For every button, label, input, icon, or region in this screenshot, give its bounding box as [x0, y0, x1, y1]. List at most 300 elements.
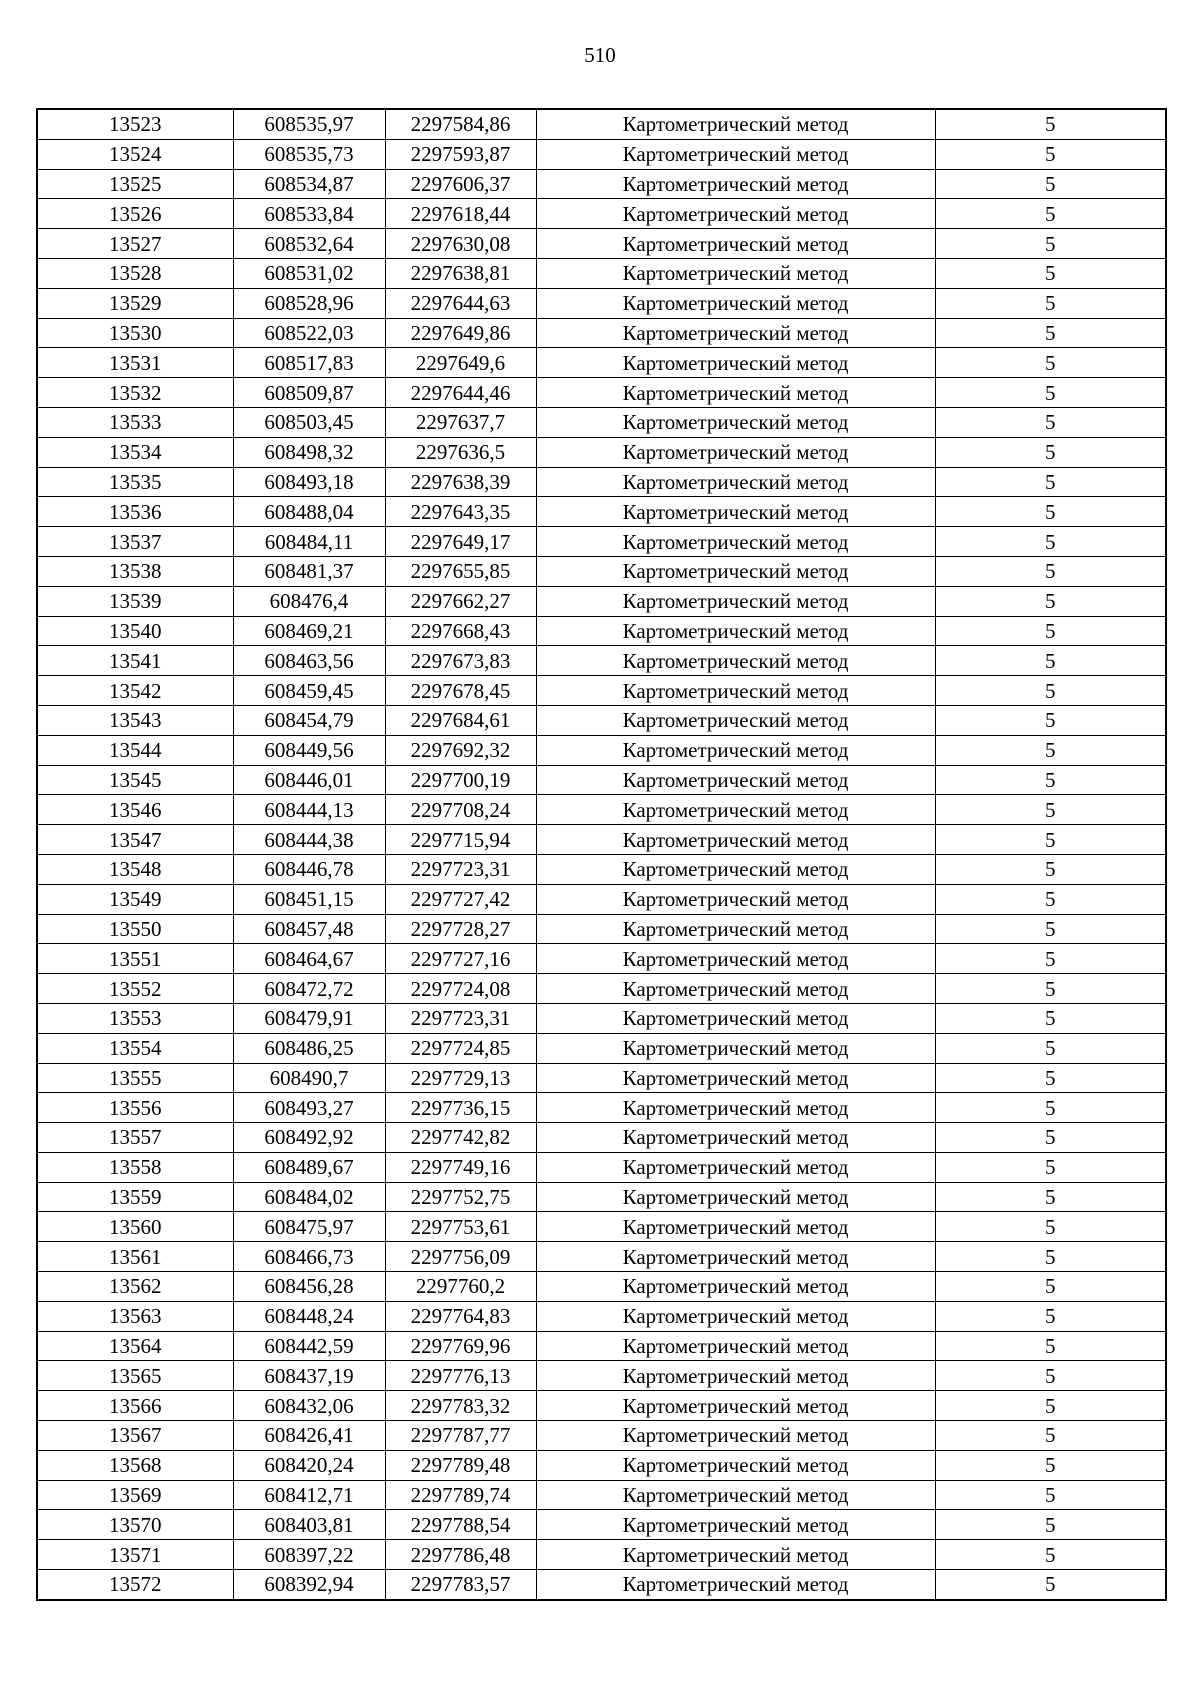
point-number-cell: 13552: [37, 974, 233, 1004]
table-row: [37, 1272, 1166, 1302]
accuracy-cell: 5: [935, 1540, 1166, 1570]
accuracy-cell: 5: [935, 199, 1166, 229]
x-coordinate-cell: 608533,84: [233, 199, 385, 229]
x-coordinate-cell: 608492,92: [233, 1123, 385, 1153]
point-number-cell: 13532: [37, 378, 233, 408]
x-coordinate-cell: 608493,18: [233, 467, 385, 497]
accuracy-cell: 5: [935, 616, 1166, 646]
accuracy-cell: 5: [935, 676, 1166, 706]
method-cell: Картометрический метод: [536, 646, 935, 676]
table-row: [37, 1093, 1166, 1123]
table-row: [37, 646, 1166, 676]
y-coordinate-cell: 2297776,13: [385, 1361, 536, 1391]
x-coordinate-cell: 608466,73: [233, 1242, 385, 1272]
y-coordinate-cell: 2297727,16: [385, 944, 536, 974]
accuracy-cell: 5: [935, 229, 1166, 259]
method-cell: Картометрический метод: [536, 765, 935, 795]
y-coordinate-cell: 2297684,61: [385, 705, 536, 735]
table-row: [37, 765, 1166, 795]
y-coordinate-cell: 2297749,16: [385, 1152, 536, 1182]
x-coordinate-cell: 608392,94: [233, 1570, 385, 1600]
y-coordinate-cell: 2297630,08: [385, 229, 536, 259]
table-row: [37, 169, 1166, 199]
y-coordinate-cell: 2297649,17: [385, 527, 536, 557]
point-number-cell: 13551: [37, 944, 233, 974]
method-cell: Картометрический метод: [536, 109, 935, 139]
point-number-cell: 13524: [37, 139, 233, 169]
method-cell: Картометрический метод: [536, 556, 935, 586]
accuracy-cell: 5: [935, 1301, 1166, 1331]
accuracy-cell: 5: [935, 288, 1166, 318]
accuracy-cell: 5: [935, 825, 1166, 855]
y-coordinate-cell: 2297788,54: [385, 1510, 536, 1540]
method-cell: Картометрический метод: [536, 1063, 935, 1093]
point-number-cell: 13546: [37, 795, 233, 825]
accuracy-cell: 5: [935, 1063, 1166, 1093]
accuracy-cell: 5: [935, 1152, 1166, 1182]
y-coordinate-cell: 2297724,08: [385, 974, 536, 1004]
table-row: [37, 586, 1166, 616]
table-row: [37, 139, 1166, 169]
point-number-cell: 13558: [37, 1152, 233, 1182]
method-cell: Картометрический метод: [536, 1450, 935, 1480]
x-coordinate-cell: 608442,59: [233, 1331, 385, 1361]
method-cell: Картометрический метод: [536, 1152, 935, 1182]
table-row: [37, 1242, 1166, 1272]
x-coordinate-cell: 608509,87: [233, 378, 385, 408]
y-coordinate-cell: 2297678,45: [385, 676, 536, 706]
point-number-cell: 13569: [37, 1480, 233, 1510]
x-coordinate-cell: 608457,48: [233, 914, 385, 944]
y-coordinate-cell: 2297638,39: [385, 467, 536, 497]
x-coordinate-cell: 608476,4: [233, 586, 385, 616]
method-cell: Картометрический метод: [536, 467, 935, 497]
point-number-cell: 13535: [37, 467, 233, 497]
x-coordinate-cell: 608532,64: [233, 229, 385, 259]
method-cell: Картометрический метод: [536, 1540, 935, 1570]
point-number-cell: 13528: [37, 258, 233, 288]
table-row: [37, 1033, 1166, 1063]
method-cell: Картометрический метод: [536, 407, 935, 437]
table-row: [37, 1450, 1166, 1480]
table-row: [37, 1510, 1166, 1540]
method-cell: Картометрический метод: [536, 1242, 935, 1272]
table-row: [37, 616, 1166, 646]
method-cell: Картометрический метод: [536, 854, 935, 884]
y-coordinate-cell: 2297662,27: [385, 586, 536, 616]
point-number-cell: 13564: [37, 1331, 233, 1361]
method-cell: Картометрический метод: [536, 974, 935, 1004]
point-number-cell: 13563: [37, 1301, 233, 1331]
point-number-cell: 13557: [37, 1123, 233, 1153]
accuracy-cell: 5: [935, 914, 1166, 944]
y-coordinate-cell: 2297760,2: [385, 1272, 536, 1302]
table-row: [37, 229, 1166, 259]
table-row: [37, 407, 1166, 437]
point-number-cell: 13541: [37, 646, 233, 676]
method-cell: Картометрический метод: [536, 676, 935, 706]
x-coordinate-cell: 608489,67: [233, 1152, 385, 1182]
point-number-cell: 13537: [37, 527, 233, 557]
y-coordinate-cell: 2297727,42: [385, 884, 536, 914]
y-coordinate-cell: 2297764,83: [385, 1301, 536, 1331]
y-coordinate-cell: 2297724,85: [385, 1033, 536, 1063]
method-cell: Картометрический метод: [536, 1301, 935, 1331]
method-cell: Картометрический метод: [536, 1480, 935, 1510]
x-coordinate-cell: 608490,7: [233, 1063, 385, 1093]
y-coordinate-cell: 2297769,96: [385, 1331, 536, 1361]
x-coordinate-cell: 608475,97: [233, 1212, 385, 1242]
accuracy-cell: 5: [935, 109, 1166, 139]
method-cell: Картометрический метод: [536, 586, 935, 616]
accuracy-cell: 5: [935, 437, 1166, 467]
accuracy-cell: 5: [935, 407, 1166, 437]
table-row: [37, 497, 1166, 527]
table-row: [37, 676, 1166, 706]
accuracy-cell: 5: [935, 1361, 1166, 1391]
point-number-cell: 13561: [37, 1242, 233, 1272]
method-cell: Картометрический метод: [536, 199, 935, 229]
point-number-cell: 13533: [37, 407, 233, 437]
x-coordinate-cell: 608397,22: [233, 1540, 385, 1570]
y-coordinate-cell: 2297789,74: [385, 1480, 536, 1510]
x-coordinate-cell: 608531,02: [233, 258, 385, 288]
table-row: [37, 318, 1166, 348]
accuracy-cell: 5: [935, 1003, 1166, 1033]
y-coordinate-cell: 2297637,7: [385, 407, 536, 437]
method-cell: Картометрический метод: [536, 1093, 935, 1123]
point-number-cell: 13549: [37, 884, 233, 914]
method-cell: Картометрический метод: [536, 884, 935, 914]
x-coordinate-cell: 608459,45: [233, 676, 385, 706]
table-row: [37, 914, 1166, 944]
accuracy-cell: 5: [935, 258, 1166, 288]
accuracy-cell: 5: [935, 556, 1166, 586]
method-cell: Картометрический метод: [536, 914, 935, 944]
point-number-cell: 13548: [37, 854, 233, 884]
y-coordinate-cell: 2297644,46: [385, 378, 536, 408]
method-cell: Картометрический метод: [536, 616, 935, 646]
table-row: [37, 258, 1166, 288]
method-cell: Картометрический метод: [536, 1570, 935, 1600]
table-row: [37, 1301, 1166, 1331]
table-row: [37, 884, 1166, 914]
y-coordinate-cell: 2297649,6: [385, 348, 536, 378]
table-row: [37, 1003, 1166, 1033]
method-cell: Картометрический метод: [536, 1272, 935, 1302]
table-row: [37, 1212, 1166, 1242]
point-number-cell: 13547: [37, 825, 233, 855]
x-coordinate-cell: 608444,13: [233, 795, 385, 825]
x-coordinate-cell: 608535,73: [233, 139, 385, 169]
table-row: [37, 527, 1166, 557]
accuracy-cell: 5: [935, 1093, 1166, 1123]
y-coordinate-cell: 2297753,61: [385, 1212, 536, 1242]
table-row: [37, 378, 1166, 408]
accuracy-cell: 5: [935, 705, 1166, 735]
x-coordinate-cell: 608403,81: [233, 1510, 385, 1540]
y-coordinate-cell: 2297756,09: [385, 1242, 536, 1272]
y-coordinate-cell: 2297643,35: [385, 497, 536, 527]
point-number-cell: 13556: [37, 1093, 233, 1123]
method-cell: Картометрический метод: [536, 527, 935, 557]
accuracy-cell: 5: [935, 1272, 1166, 1302]
y-coordinate-cell: 2297783,32: [385, 1391, 536, 1421]
table-row: [37, 1063, 1166, 1093]
point-number-cell: 13527: [37, 229, 233, 259]
x-coordinate-cell: 608498,32: [233, 437, 385, 467]
table-row: [37, 1480, 1166, 1510]
accuracy-cell: 5: [935, 1123, 1166, 1153]
accuracy-cell: 5: [935, 586, 1166, 616]
point-number-cell: 13572: [37, 1570, 233, 1600]
y-coordinate-cell: 2297673,83: [385, 646, 536, 676]
x-coordinate-cell: 608456,28: [233, 1272, 385, 1302]
point-number-cell: 13526: [37, 199, 233, 229]
point-number-cell: 13543: [37, 705, 233, 735]
y-coordinate-cell: 2297723,31: [385, 854, 536, 884]
point-number-cell: 13562: [37, 1272, 233, 1302]
x-coordinate-cell: 608484,02: [233, 1182, 385, 1212]
method-cell: Картометрический метод: [536, 1182, 935, 1212]
y-coordinate-cell: 2297700,19: [385, 765, 536, 795]
point-number-cell: 13529: [37, 288, 233, 318]
table-row: [37, 1123, 1166, 1153]
point-number-cell: 13553: [37, 1003, 233, 1033]
point-number-cell: 13540: [37, 616, 233, 646]
page-number: 510: [584, 43, 616, 67]
method-cell: Картометрический метод: [536, 139, 935, 169]
accuracy-cell: 5: [935, 1450, 1166, 1480]
table-row: [37, 1391, 1166, 1421]
accuracy-cell: 5: [935, 169, 1166, 199]
point-number-cell: 13525: [37, 169, 233, 199]
accuracy-cell: 5: [935, 854, 1166, 884]
point-number-cell: 13555: [37, 1063, 233, 1093]
y-coordinate-cell: 2297789,48: [385, 1450, 536, 1480]
accuracy-cell: 5: [935, 467, 1166, 497]
method-cell: Картометрический метод: [536, 318, 935, 348]
y-coordinate-cell: 2297728,27: [385, 914, 536, 944]
method-cell: Картометрический метод: [536, 1212, 935, 1242]
accuracy-cell: 5: [935, 1242, 1166, 1272]
accuracy-cell: 5: [935, 795, 1166, 825]
x-coordinate-cell: 608488,04: [233, 497, 385, 527]
table-row: [37, 109, 1166, 139]
x-coordinate-cell: 608426,41: [233, 1421, 385, 1451]
x-coordinate-cell: 608472,72: [233, 974, 385, 1004]
method-cell: Картометрический метод: [536, 1033, 935, 1063]
point-number-cell: 13530: [37, 318, 233, 348]
accuracy-cell: 5: [935, 1391, 1166, 1421]
x-coordinate-cell: 608446,01: [233, 765, 385, 795]
method-cell: Картометрический метод: [536, 348, 935, 378]
point-number-cell: 13550: [37, 914, 233, 944]
point-number-cell: 13567: [37, 1421, 233, 1451]
x-coordinate-cell: 608479,91: [233, 1003, 385, 1033]
x-coordinate-cell: 608451,15: [233, 884, 385, 914]
point-number-cell: 13538: [37, 556, 233, 586]
x-coordinate-cell: 608522,03: [233, 318, 385, 348]
coordinates-table: [36, 108, 1167, 1601]
accuracy-cell: 5: [935, 318, 1166, 348]
x-coordinate-cell: 608420,24: [233, 1450, 385, 1480]
method-cell: Картометрический метод: [536, 378, 935, 408]
accuracy-cell: 5: [935, 1212, 1166, 1242]
y-coordinate-cell: 2297655,85: [385, 556, 536, 586]
point-number-cell: 13566: [37, 1391, 233, 1421]
method-cell: Картометрический метод: [536, 1123, 935, 1153]
method-cell: Картометрический метод: [536, 437, 935, 467]
method-cell: Картометрический метод: [536, 1003, 935, 1033]
point-number-cell: 13545: [37, 765, 233, 795]
table-row: [37, 1182, 1166, 1212]
x-coordinate-cell: 608535,97: [233, 109, 385, 139]
table-row: [37, 1570, 1166, 1600]
table-row: [37, 974, 1166, 1004]
point-number-cell: 13536: [37, 497, 233, 527]
accuracy-cell: 5: [935, 378, 1166, 408]
y-coordinate-cell: 2297584,86: [385, 109, 536, 139]
x-coordinate-cell: 608493,27: [233, 1093, 385, 1123]
x-coordinate-cell: 608448,24: [233, 1301, 385, 1331]
accuracy-cell: 5: [935, 735, 1166, 765]
y-coordinate-cell: 2297786,48: [385, 1540, 536, 1570]
method-cell: Картометрический метод: [536, 1421, 935, 1451]
point-number-cell: 13531: [37, 348, 233, 378]
y-coordinate-cell: 2297644,63: [385, 288, 536, 318]
method-cell: Картометрический метод: [536, 497, 935, 527]
x-coordinate-cell: 608446,78: [233, 854, 385, 884]
point-number-cell: 13534: [37, 437, 233, 467]
y-coordinate-cell: 2297723,31: [385, 1003, 536, 1033]
accuracy-cell: 5: [935, 139, 1166, 169]
x-coordinate-cell: 608437,19: [233, 1361, 385, 1391]
table-row: [37, 556, 1166, 586]
x-coordinate-cell: 608503,45: [233, 407, 385, 437]
x-coordinate-cell: 608534,87: [233, 169, 385, 199]
point-number-cell: 13570: [37, 1510, 233, 1540]
method-cell: Картометрический метод: [536, 735, 935, 765]
y-coordinate-cell: 2297668,43: [385, 616, 536, 646]
x-coordinate-cell: 608481,37: [233, 556, 385, 586]
table-row: [37, 795, 1166, 825]
point-number-cell: 13554: [37, 1033, 233, 1063]
table-row: [37, 944, 1166, 974]
accuracy-cell: 5: [935, 1421, 1166, 1451]
point-number-cell: 13560: [37, 1212, 233, 1242]
table-row: [37, 1540, 1166, 1570]
y-coordinate-cell: 2297736,15: [385, 1093, 536, 1123]
table-row: [37, 288, 1166, 318]
accuracy-cell: 5: [935, 1480, 1166, 1510]
y-coordinate-cell: 2297606,37: [385, 169, 536, 199]
method-cell: Картометрический метод: [536, 944, 935, 974]
accuracy-cell: 5: [935, 527, 1166, 557]
method-cell: Картометрический метод: [536, 705, 935, 735]
table-row: [37, 1361, 1166, 1391]
point-number-cell: 13565: [37, 1361, 233, 1391]
accuracy-cell: 5: [935, 1033, 1166, 1063]
accuracy-cell: 5: [935, 944, 1166, 974]
accuracy-cell: 5: [935, 497, 1166, 527]
method-cell: Картометрический метод: [536, 229, 935, 259]
y-coordinate-cell: 2297715,94: [385, 825, 536, 855]
y-coordinate-cell: 2297692,32: [385, 735, 536, 765]
x-coordinate-cell: 608463,56: [233, 646, 385, 676]
table-row: [37, 1331, 1166, 1361]
accuracy-cell: 5: [935, 348, 1166, 378]
x-coordinate-cell: 608486,25: [233, 1033, 385, 1063]
method-cell: Картометрический метод: [536, 825, 935, 855]
y-coordinate-cell: 2297593,87: [385, 139, 536, 169]
method-cell: Картометрический метод: [536, 288, 935, 318]
accuracy-cell: 5: [935, 765, 1166, 795]
point-number-cell: 13544: [37, 735, 233, 765]
x-coordinate-cell: 608444,38: [233, 825, 385, 855]
x-coordinate-cell: 608449,56: [233, 735, 385, 765]
x-coordinate-cell: 608412,71: [233, 1480, 385, 1510]
y-coordinate-cell: 2297787,77: [385, 1421, 536, 1451]
y-coordinate-cell: 2297783,57: [385, 1570, 536, 1600]
x-coordinate-cell: 608464,67: [233, 944, 385, 974]
y-coordinate-cell: 2297636,5: [385, 437, 536, 467]
x-coordinate-cell: 608517,83: [233, 348, 385, 378]
y-coordinate-cell: 2297638,81: [385, 258, 536, 288]
x-coordinate-cell: 608432,06: [233, 1391, 385, 1421]
point-number-cell: 13542: [37, 676, 233, 706]
method-cell: Картометрический метод: [536, 1331, 935, 1361]
accuracy-cell: 5: [935, 1510, 1166, 1540]
method-cell: Картометрический метод: [536, 1361, 935, 1391]
point-number-cell: 13568: [37, 1450, 233, 1480]
x-coordinate-cell: 608469,21: [233, 616, 385, 646]
accuracy-cell: 5: [935, 974, 1166, 1004]
table-row: [37, 467, 1166, 497]
y-coordinate-cell: 2297729,13: [385, 1063, 536, 1093]
table-row: [37, 825, 1166, 855]
table-row: [37, 1421, 1166, 1451]
method-cell: Картометрический метод: [536, 795, 935, 825]
coordinates-table-body: [37, 109, 1166, 1600]
table-row: [37, 1152, 1166, 1182]
accuracy-cell: 5: [935, 1331, 1166, 1361]
x-coordinate-cell: 608484,11: [233, 527, 385, 557]
table-row: [37, 854, 1166, 884]
table-row: [37, 199, 1166, 229]
method-cell: Картометрический метод: [536, 258, 935, 288]
y-coordinate-cell: 2297708,24: [385, 795, 536, 825]
table-row: [37, 735, 1166, 765]
method-cell: Картометрический метод: [536, 169, 935, 199]
point-number-cell: 13559: [37, 1182, 233, 1212]
table-row: [37, 348, 1166, 378]
point-number-cell: 13571: [37, 1540, 233, 1570]
method-cell: Картометрический метод: [536, 1510, 935, 1540]
accuracy-cell: 5: [935, 1570, 1166, 1600]
point-number-cell: 13539: [37, 586, 233, 616]
point-number-cell: 13523: [37, 109, 233, 139]
y-coordinate-cell: 2297752,75: [385, 1182, 536, 1212]
accuracy-cell: 5: [935, 884, 1166, 914]
table-row: [37, 437, 1166, 467]
x-coordinate-cell: 608454,79: [233, 705, 385, 735]
y-coordinate-cell: 2297618,44: [385, 199, 536, 229]
y-coordinate-cell: 2297649,86: [385, 318, 536, 348]
y-coordinate-cell: 2297742,82: [385, 1123, 536, 1153]
accuracy-cell: 5: [935, 1182, 1166, 1212]
accuracy-cell: 5: [935, 646, 1166, 676]
